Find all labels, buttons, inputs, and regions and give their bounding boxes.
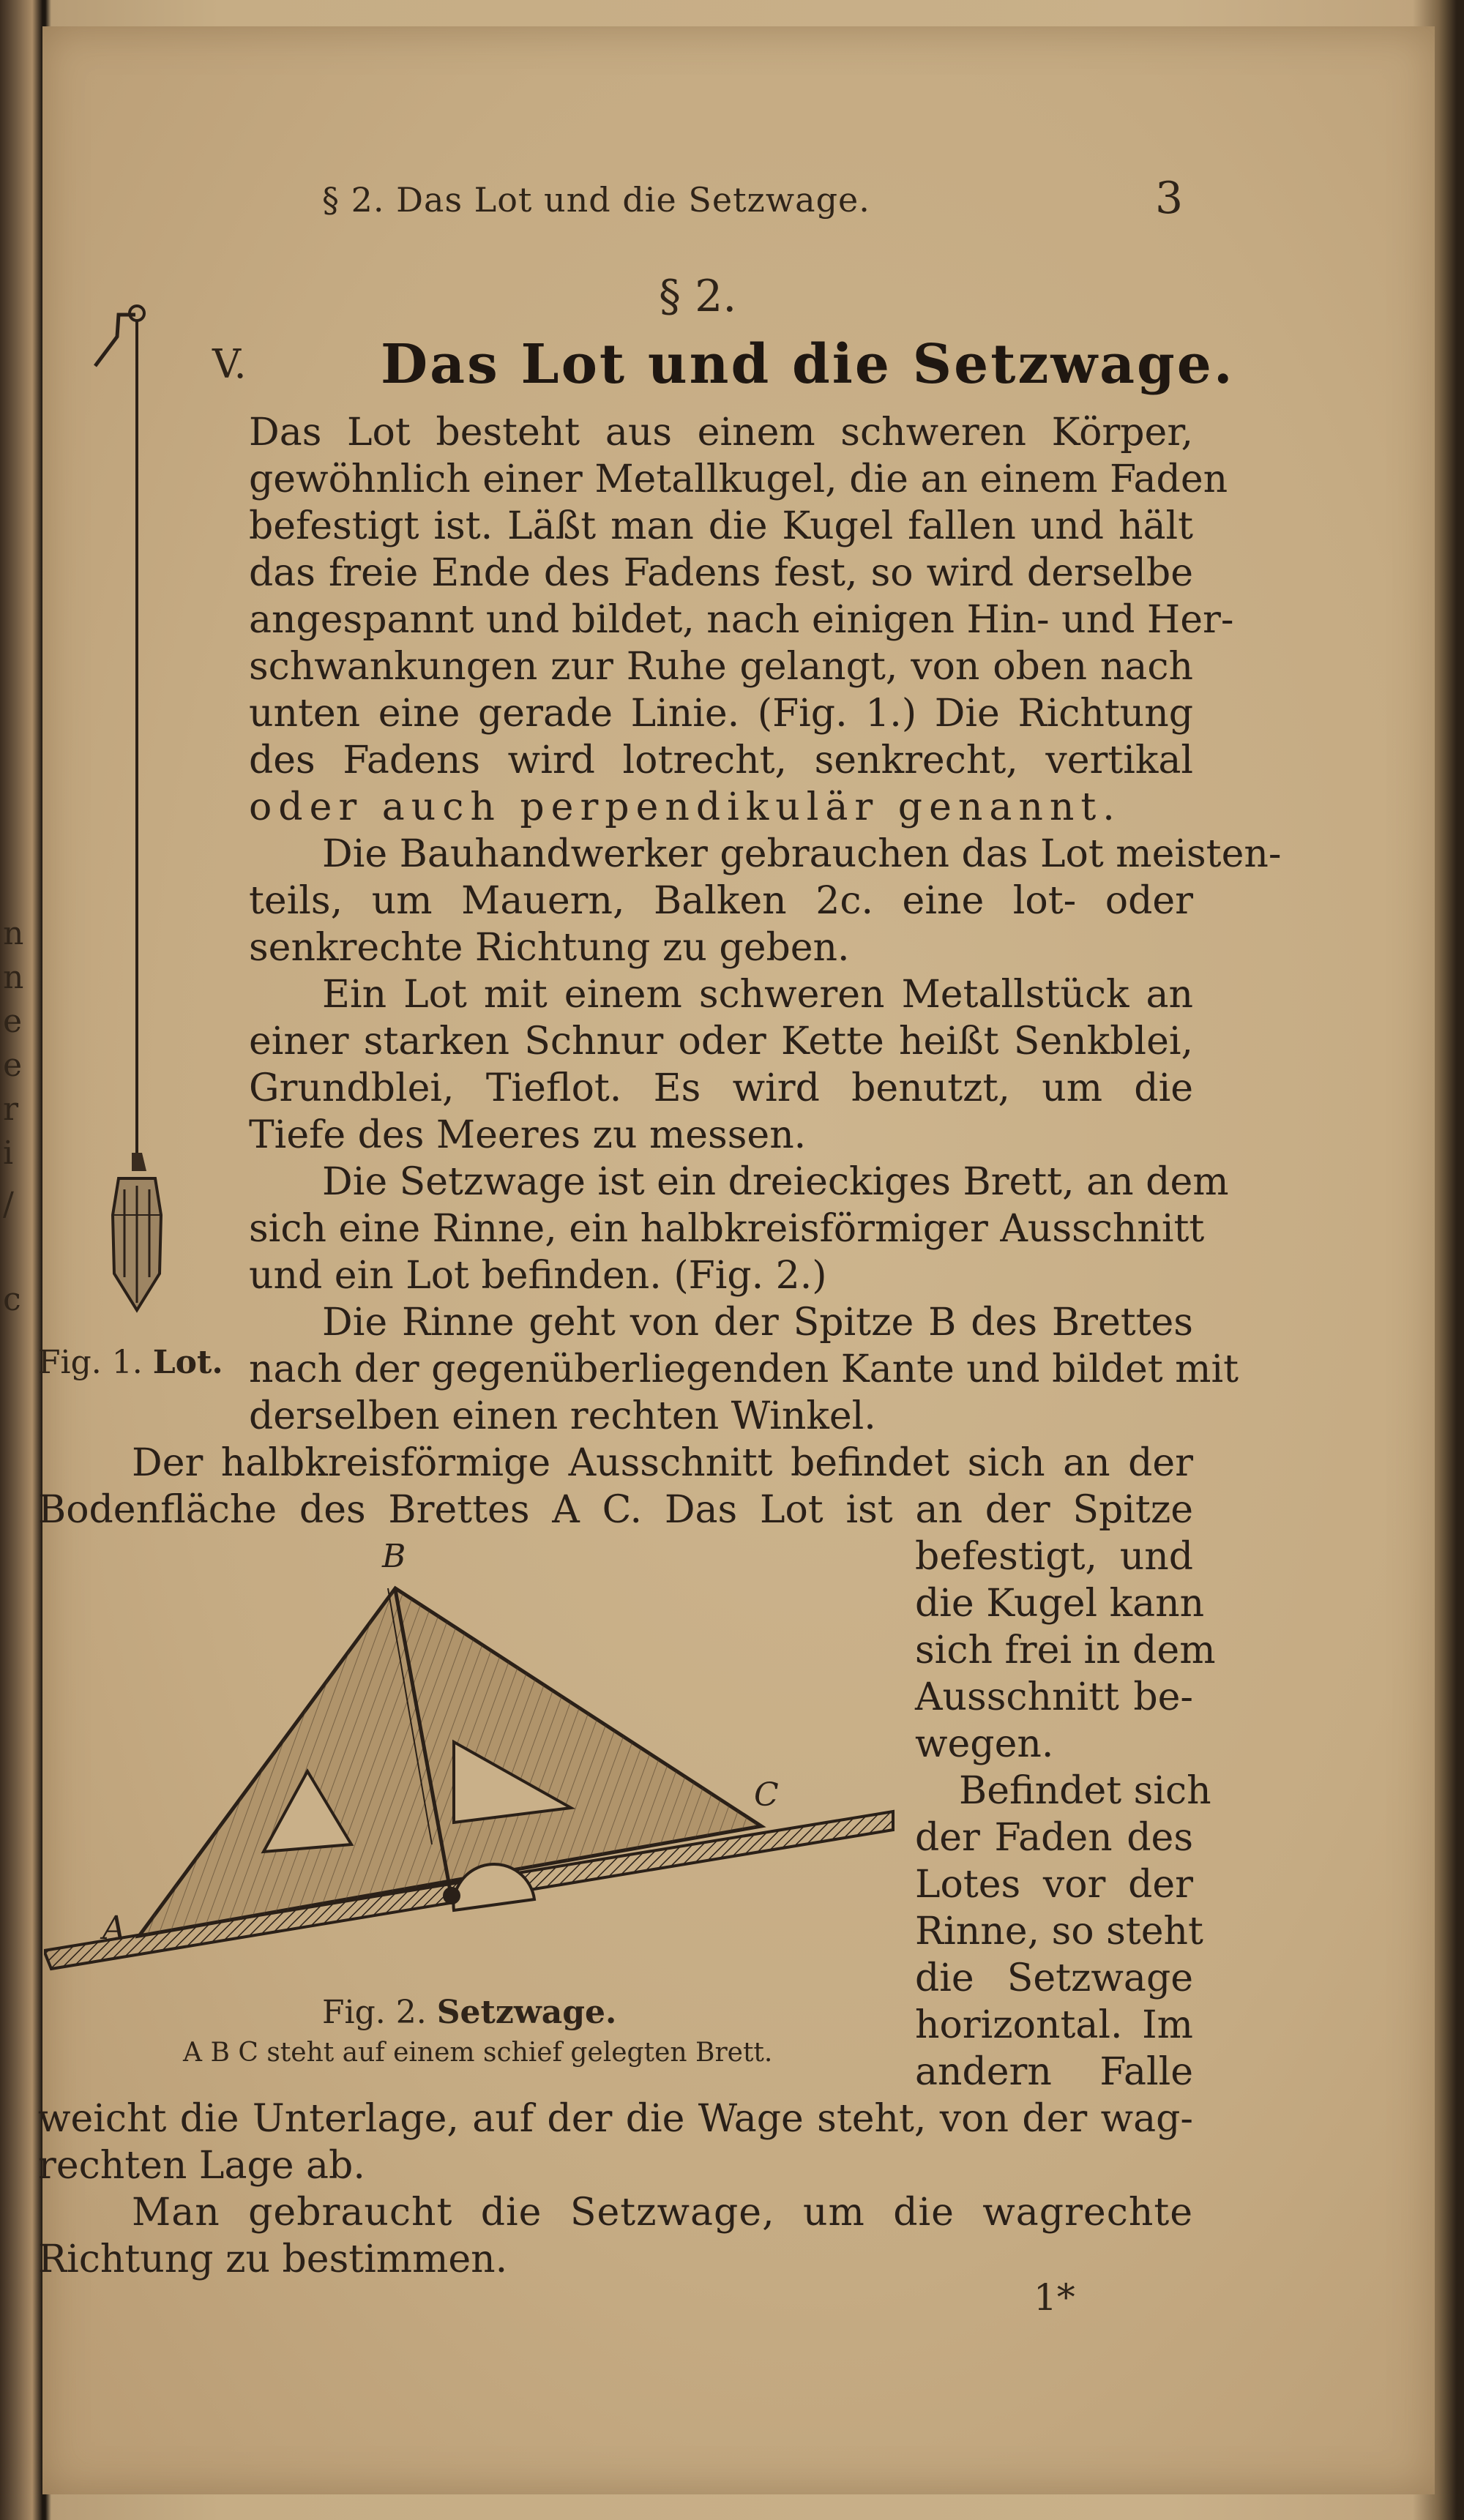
text-line: der Faden des (915, 1816, 1193, 1860)
text-line: unten eine gerade Linie. (Fig. 1.) Die Richtung (249, 692, 1193, 736)
fig2-label-a: A (102, 1910, 126, 1947)
fig2-caption (322, 1994, 616, 2031)
roman-numeral: V. (212, 341, 247, 387)
text-line: Tiefe des Meeres zu messen. (249, 1113, 807, 1157)
margin-fragment: r (3, 1091, 19, 1128)
text-line: die Kugel kann (915, 1582, 1205, 1626)
margin-fragment: n (3, 959, 24, 996)
fig1-caption-title: Lot. (152, 1344, 223, 1381)
text-line: befestigt ist. Läßt man die Kugel fallen und hält (249, 504, 1193, 548)
fig2-caption-prefix: Fig. 2. (322, 1994, 427, 2031)
text-line: andern Falle (915, 2050, 1193, 2094)
margin-fragment: c (3, 1281, 21, 1318)
text-line: die Setzwage (915, 1956, 1193, 2000)
margin-fragment: e (3, 1003, 23, 1040)
margin-fragment: n (3, 915, 24, 952)
text-line: das freie Ende des Fadens fest, so wird derselbe (249, 551, 1193, 595)
margin-fragment: e (3, 1047, 23, 1084)
fig2-caption-title: Setzwage. (436, 1994, 617, 2031)
text-line: nach der gegenüberliegenden Kante und bildet mit (249, 1347, 1239, 1391)
text-line: Bodenfläche des Brettes A C. Das Lot ist an der Spitze (38, 1488, 1193, 1532)
text-line: oder auch perpendikulär genannt. (249, 785, 1121, 829)
text-line: wegen. (915, 1722, 1054, 1766)
page-number: 3 (1155, 173, 1184, 224)
text-line: angespannt und bildet, nach einigen Hin- und Her- (249, 598, 1234, 642)
text-line: sich eine Rinne, ein halbkreisförmiger Ausschnitt (249, 1207, 1205, 1251)
section-title: Das Lot und die Setzwage. (381, 333, 1235, 396)
text-line: Lotes vor der (915, 1863, 1193, 1907)
text-line: teils, um Mauern, Balken 2c. eine lot- oder (249, 879, 1193, 923)
text-line: Rinne, so steht (915, 1910, 1203, 1953)
signature-mark: 1* (1034, 2276, 1075, 2319)
margin-fragment: i (3, 1134, 14, 1172)
text-line: Befindet sich (959, 1769, 1211, 1813)
text-line: Grundblei, Tieflot. Es wird benutzt, um die (249, 1066, 1193, 1110)
fig2-subcaption: A B C steht auf einem schief gelegten Brett. (183, 2038, 773, 2068)
section-number: § 2. (659, 271, 737, 322)
running-head: § 2. Das Lot und die Setzwage. (322, 180, 870, 220)
fig1-plumb-line (73, 293, 220, 1347)
text-line: derselben einen rechten Winkel. (249, 1394, 876, 1438)
text-line: und ein Lot befinden. (Fig. 2.) (249, 1254, 827, 1298)
text-line: des Fadens wird lotrecht, senkrecht, vertikal (249, 739, 1193, 782)
text-line: Das Lot besteht aus einem schweren Körper, (249, 411, 1193, 455)
text-line: Ein Lot mit einem schweren Metallstück an (322, 973, 1193, 1017)
text-line: Der halbkreisförmige Ausschnitt befindet sich an der (132, 1441, 1193, 1485)
fig1-caption (38, 1344, 223, 1381)
text-line: Man gebraucht die Setzwage, um die wagrechte (132, 2191, 1193, 2235)
text-line: Die Rinne geht von der Spitze B des Brettes (322, 1301, 1193, 1345)
text-line: gewöhnlich einer Metallkugel, die an einem Faden (249, 457, 1228, 501)
text-line: schwankungen zur Ruhe gelangt, von oben nach (249, 645, 1193, 689)
text-line: horizontal. Im (915, 2003, 1193, 2047)
fig1-caption-prefix: Fig. 1. (38, 1344, 143, 1381)
text-line: Die Setzwage ist ein dreieckiges Brett, an dem (322, 1160, 1229, 1204)
text-line: Richtung zu bestimmen. (38, 2237, 508, 2281)
text-line: Die Bauhandwerker gebrauchen das Lot meisten- (322, 832, 1282, 876)
text-line: sich frei in dem (915, 1629, 1216, 1672)
text-line: rechten Lage ab. (38, 2144, 365, 2188)
text-line: weicht die Unterlage, auf der die Wage steht, von der wag- (38, 2097, 1193, 2141)
text-line: einer starken Schnur oder Kette heißt Senkblei, (249, 1020, 1193, 1063)
fig2-label-b: B (382, 1538, 406, 1575)
fig2-label-c: C (754, 1776, 779, 1814)
text-line: Ausschnitt be- (915, 1675, 1193, 1719)
margin-fragment: / (3, 1186, 14, 1223)
fig2-setzwage (44, 1530, 908, 1998)
text-line: befestigt, und (915, 1535, 1193, 1579)
text-line: senkrechte Richtung zu geben. (249, 926, 850, 970)
